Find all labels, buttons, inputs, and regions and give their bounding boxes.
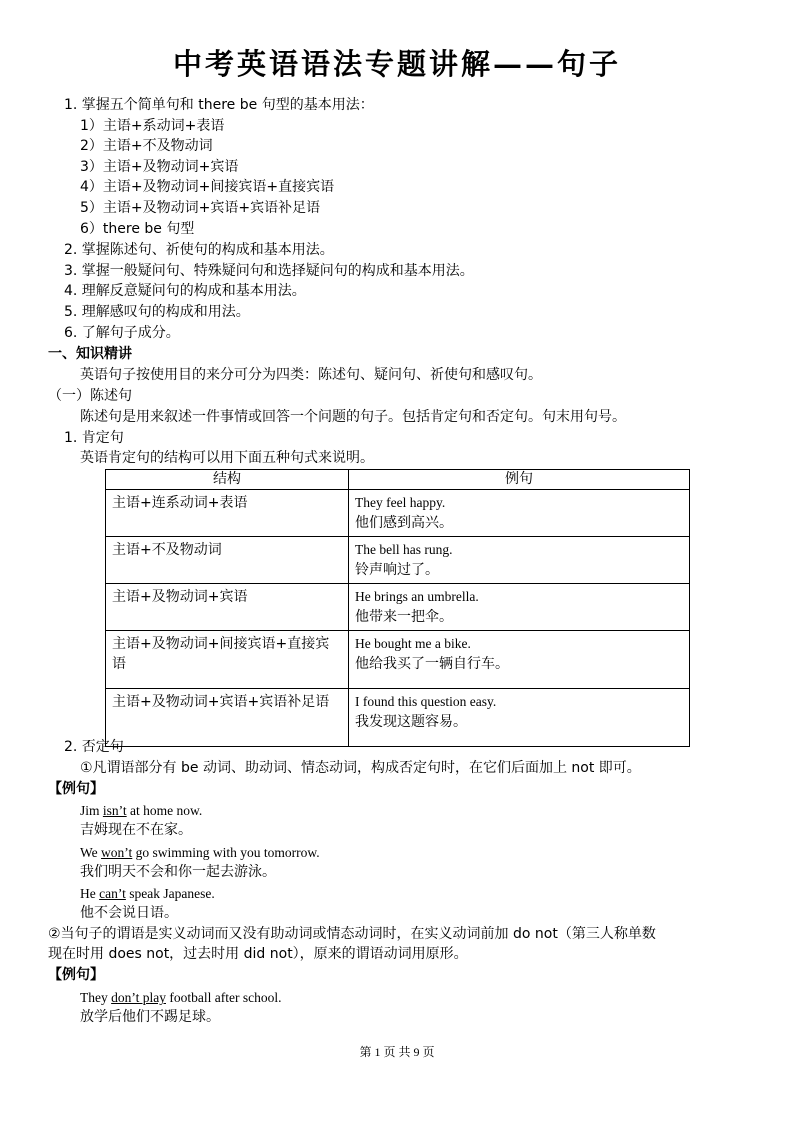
example-zh: 他带来一把伞。 <box>355 609 453 625</box>
affirmative-desc: 英语肯定句的结构可以用下面五种句式来说明。 <box>80 450 374 466</box>
table-cell-structure: 主语+连系动词+表语 <box>106 490 349 537</box>
example-text: They <box>80 990 112 1005</box>
table-cell-example <box>349 689 690 747</box>
example-zh: 他们感到高兴。 <box>355 515 453 531</box>
example-sentence-zh: 我们明天不会和你一起去游泳。 <box>80 864 276 880</box>
pattern-2: 2）主语+不及物动词 <box>80 138 213 154</box>
negative-rule-2-line-1: ②当句子的谓语是实义动词而又没有助动词或情态动词时，在实义动词前加 do not（第三人称单数 <box>48 926 656 942</box>
table-row <box>106 537 690 584</box>
table-cell-structure: 主语+及物动词+宾语 <box>106 584 349 631</box>
example-sentence-en <box>80 988 281 1008</box>
table-cell-example <box>349 537 690 584</box>
example-text: at home now. <box>126 803 203 818</box>
table-cell-structure: 主语+及物动词+宾语+宾语补足语 <box>106 689 349 747</box>
example-text: He <box>80 886 100 901</box>
table-header-example: 例句 <box>349 470 690 490</box>
example-text: Jim <box>80 803 103 818</box>
subsection-declarative: （一）陈述句 <box>48 388 132 404</box>
table-cell-structure: 主语+及物动词+间接宾语+直接宾语 <box>106 631 349 689</box>
example-label: 【例句】 <box>48 967 104 983</box>
underlined-verb: can’t <box>99 886 126 901</box>
example-zh: 他给我买了一辆自行车。 <box>355 656 509 672</box>
table-row <box>106 631 690 689</box>
example-zh: 我发现这题容易。 <box>355 714 467 730</box>
table-row <box>106 584 690 631</box>
underlined-verb: won’t <box>101 845 133 860</box>
objective-6: 6. 了解句子成分。 <box>64 325 180 341</box>
example-en: The bell has rung. <box>355 542 453 557</box>
table-cell-example <box>349 584 690 631</box>
objective-3: 3. 掌握一般疑问句、特殊疑问句和选择疑问句的构成和基本用法。 <box>64 263 474 279</box>
pattern-3: 3）主语+及物动词+宾语 <box>80 159 239 175</box>
pattern-5: 5）主语+及物动词+宾语+宾语补足语 <box>80 200 321 216</box>
objective-1: 1. 掌握五个简单句和 there be 句型的基本用法： <box>64 97 374 113</box>
example-sentence-zh: 吉姆现在不在家。 <box>80 822 192 838</box>
table-cell-example <box>349 631 690 689</box>
sentence-pattern-table <box>105 469 690 747</box>
example-sentence-zh: 放学后他们不踢足球。 <box>80 1009 220 1025</box>
example-text: football after school. <box>166 990 282 1005</box>
underlined-verb: isn’t <box>102 803 127 818</box>
negative-rule-1: ①凡谓语部分有 be 动词、助动词、情态动词，构成否定句时，在它们后面加上 not 即可。 <box>80 760 641 776</box>
declarative-desc: 陈述句是用来叙述一件事情或回答一个问题的句子。包括肯定句和否定句。句末用句号。 <box>80 409 626 425</box>
page-footer: 第 1 页 共 9 页 <box>359 1045 435 1059</box>
page-title: 中考英语语法专题讲解——句子 <box>172 47 621 81</box>
table-row <box>106 689 690 747</box>
section-heading: 一、知识精讲 <box>48 346 132 362</box>
example-en: I found this question easy. <box>355 694 497 709</box>
example-sentence-en <box>80 801 202 821</box>
example-zh: 铃声响过了。 <box>355 562 439 578</box>
example-en: He bought me a bike. <box>355 636 471 651</box>
table-cell-example <box>349 490 690 537</box>
pattern-6: 6）there be 句型 <box>80 221 195 237</box>
pattern-1: 1）主语+系动词+表语 <box>80 118 225 134</box>
example-sentence-zh: 他不会说日语。 <box>80 905 178 921</box>
example-sentence-en <box>80 884 215 904</box>
table-header-row <box>106 470 690 490</box>
example-sentence-en <box>80 843 320 863</box>
table-header-structure: 结构 <box>106 470 349 490</box>
example-label: 【例句】 <box>48 781 104 797</box>
example-text: We <box>80 845 102 860</box>
underlined-verb: don’t play <box>111 990 166 1005</box>
affirmative-heading: 1. 肯定句 <box>64 430 124 446</box>
objective-5: 5. 理解感叹句的构成和用法。 <box>64 304 250 320</box>
example-en: They feel happy. <box>355 495 446 510</box>
table-cell-structure: 主语+不及物动词 <box>106 537 349 584</box>
example-text: speak Japanese. <box>125 886 215 901</box>
section-intro: 英语句子按使用目的来分可分为四类：陈述句、疑问句、祈使句和感叹句。 <box>80 367 542 383</box>
negative-rule-2-line-2: 现在时用 does not，过去时用 did not），原来的谓语动词用原形。 <box>48 946 468 962</box>
example-text: go swimming with you tomorrow. <box>132 845 320 860</box>
example-en: He brings an umbrella. <box>355 589 479 604</box>
objective-2: 2. 掌握陈述句、祈使句的构成和基本用法。 <box>64 242 334 258</box>
table-row <box>106 490 690 537</box>
objective-4: 4. 理解反意疑问句的构成和基本用法。 <box>64 283 306 299</box>
negative-heading: 2. 否定句 <box>64 739 124 755</box>
pattern-4: 4）主语+及物动词+间接宾语+直接宾语 <box>80 179 335 195</box>
